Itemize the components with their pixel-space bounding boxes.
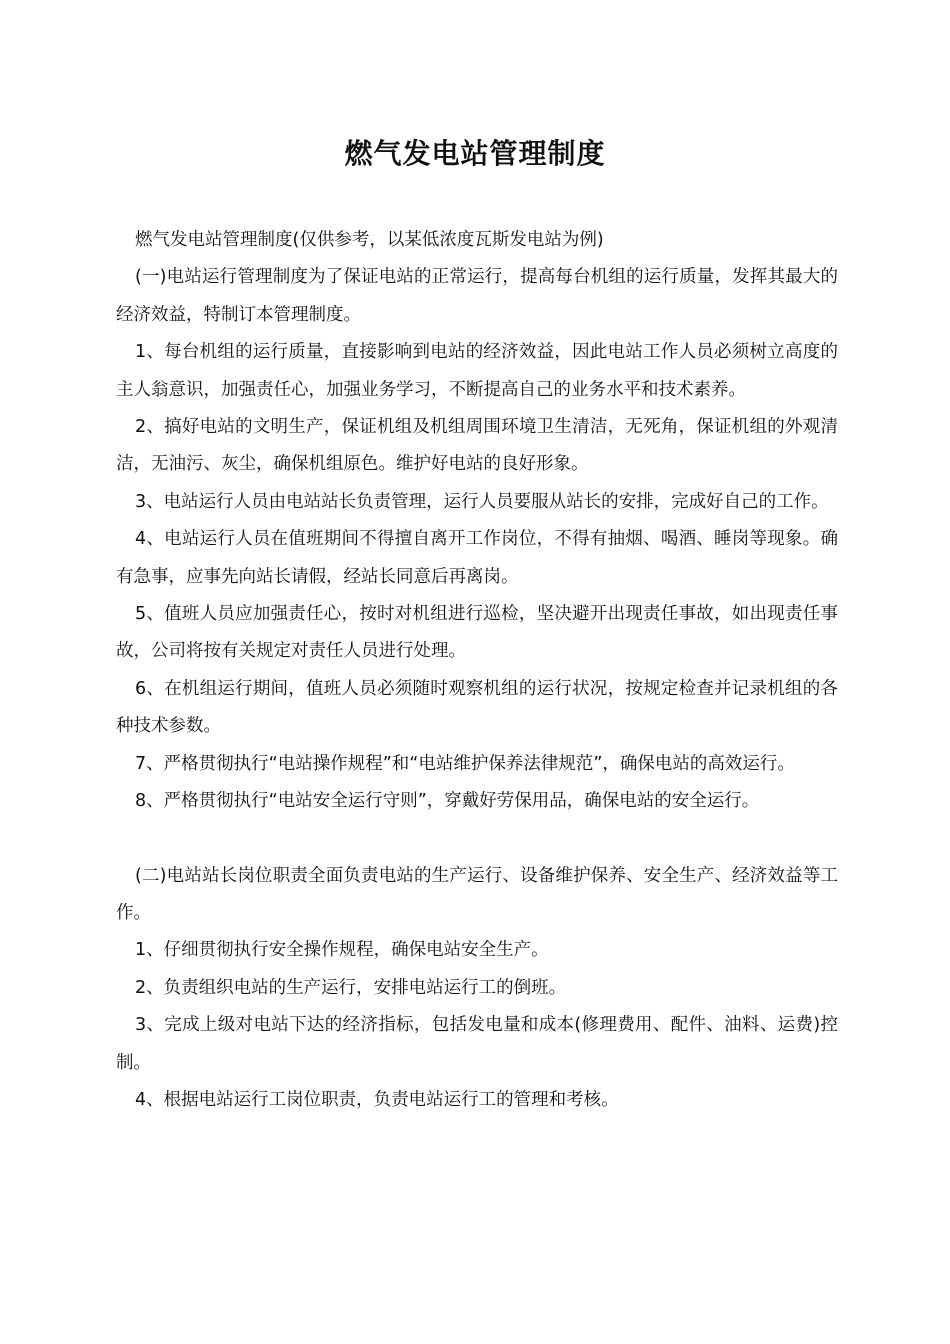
paragraph-section-2-item-1: 1、仔细贯彻执行安全操作规程，确保电站安全生产。 [135, 940, 549, 961]
paragraph-section-2-item-2: 2、负责组织电站的生产运行，安排电站运行工的倒班。 [135, 977, 567, 998]
paragraph-section-2-item-3: 3、完成上级对电站下达的经济指标，包括发电量和成本(修理费用、配件、油料、运费)控制。 [116, 1015, 838, 1073]
document-title: 燃气发电站管理制度 [344, 137, 606, 170]
paragraph-section-1-item-8: 8、严格贯彻执行“电站安全运行守则”，穿戴好劳保用品，确保电站的安全运行。 [135, 791, 760, 812]
paragraph-section-1-heading: (一)电站运行管理制度为了保证电站的正常运行，提高每台机组的运行质量，发挥其最大的经济效益，特制订本管理制度。 [116, 267, 838, 325]
paragraph-section-1-item-4: 4、电站运行人员在值班期间不得擅自离开工作岗位，不得有抽烟、喝酒、睡岗等现象。确有急事，应事先向站长请假，经站长同意后再离岗。 [116, 529, 838, 587]
paragraph-section-1-item-5: 5、值班人员应加强责任心，按时对机组进行巡检，坚决避开出现责任事故，如出现责任事故，公司将按有关规定对责任人员进行处理。 [116, 604, 838, 662]
paragraph-section-1-item-3: 3、电站运行人员由电站站长负责管理，运行人员要服从站长的安排，完成好自己的工作。 [135, 491, 829, 512]
paragraph-section-1-item-1: 1、每台机组的运行质量，直接影响到电站的经济效益，因此电站工作人员必须树立高度的主人翁意识，加强责任心，加强业务学习，不断提高自己的业务水平和技术素养。 [116, 342, 838, 400]
paragraph-intro: 燃气发电站管理制度(仅供参考，以某低浓度瓦斯发电站为例) [135, 230, 604, 250]
paragraph-section-2-heading: (二)电站站长岗位职责全面负责电站的生产运行、设备维护保养、安全生产、经济效益等工作。 [116, 865, 838, 923]
paragraph-section-1-item-6: 6、在机组运行期间，值班人员必须随时观察机组的运行状况，按规定检查并记录机组的各种技术参数。 [116, 678, 838, 737]
paragraph-section-2-item-4: 4、根据电站运行工岗位职责，负责电站运行工的管理和考核。 [135, 1089, 619, 1110]
paragraph-section-1-item-2: 2、搞好电站的文明生产，保证机组及机组周围环境卫生清洁，无死角，保证机组的外观清洁，无油污、灰尘，确保机组原色。维护好电站的良好形象。 [116, 417, 838, 475]
paragraph-section-1-item-7: 7、严格贯彻执行“电站操作规程”和“电站维护保养法律规范”，确保电站的高效运行。 [135, 753, 795, 774]
document-body [116, 222, 838, 1119]
